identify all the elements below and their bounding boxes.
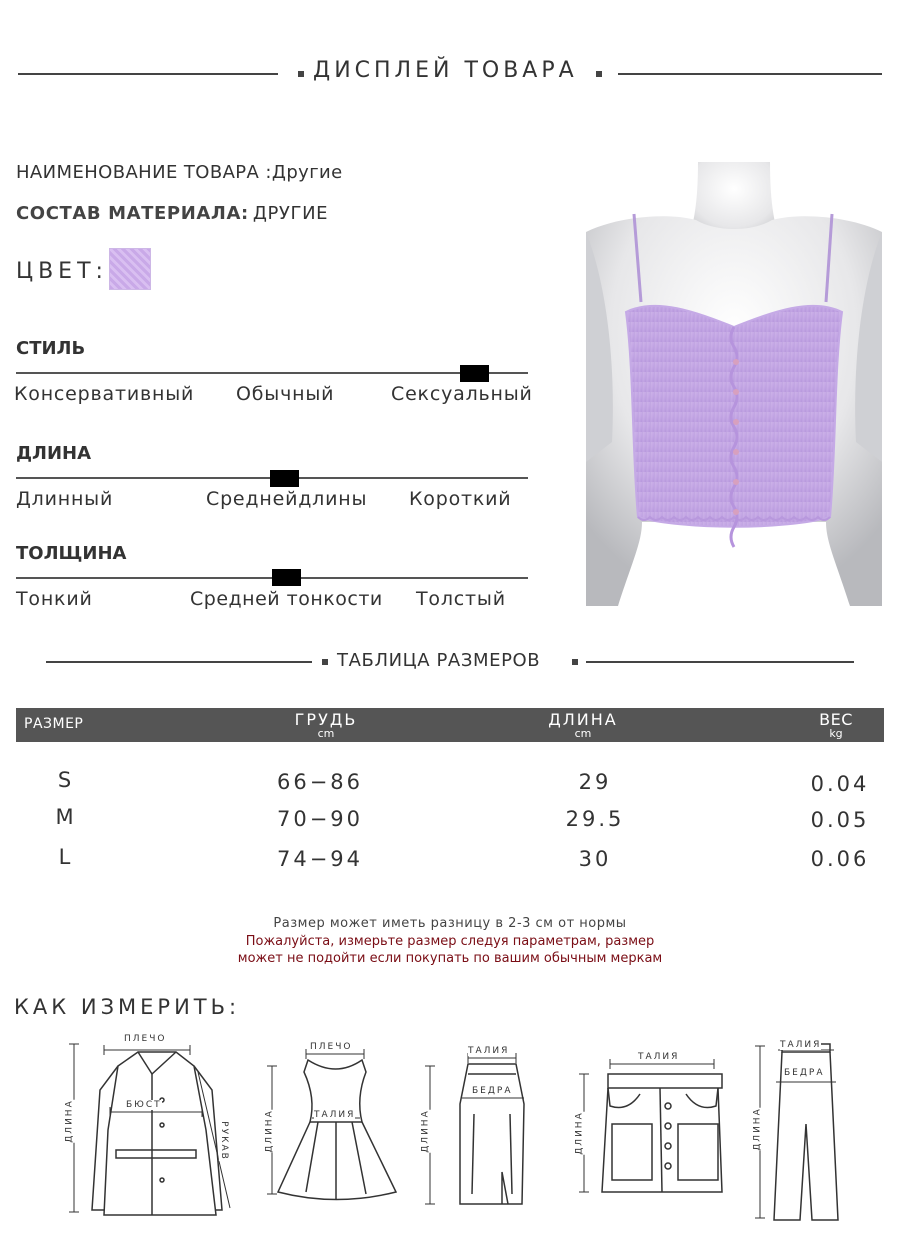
shorts-illustration xyxy=(568,1046,738,1202)
jacket-measure-diagram xyxy=(56,1030,240,1230)
jacket-sleeve-label: РУКАВ xyxy=(218,1121,229,1161)
skirt-hips-label: БЕДРА xyxy=(472,1086,513,1096)
length-scale-marker xyxy=(270,470,299,487)
thickness-scale-title: ТОЛЩИНА xyxy=(16,543,127,564)
divider-left xyxy=(18,73,278,75)
product-name-label: НАИМЕНОВАНИЕ ТОВАРА : xyxy=(16,162,272,183)
style-option-sexy: Сексуальный xyxy=(391,383,533,405)
bullet-square xyxy=(322,659,328,665)
table-cell-bust: 74−94 xyxy=(276,847,364,871)
bullet-square xyxy=(596,71,602,77)
material-label: СОСТАВ МАТЕРИАЛА: xyxy=(16,203,249,224)
pants-length-label: ДЛИНА xyxy=(752,1107,763,1151)
length-scale-title: ДЛИНА xyxy=(16,443,92,464)
table-cell-weight: 0.04 xyxy=(810,772,870,796)
thickness-option-medium: Средней тонкости xyxy=(190,588,383,610)
length-option-long: Длинный xyxy=(16,488,114,510)
divider-right xyxy=(618,73,882,75)
style-scale-marker xyxy=(460,365,489,382)
length-option-medium: Среднейдлины xyxy=(206,488,368,510)
skirt-waist-label: ТАЛИЯ xyxy=(468,1046,510,1056)
dress-waist-label: ТАЛИЯ xyxy=(314,1110,356,1120)
bullet-square xyxy=(572,659,578,665)
header-length: ДЛИНА cm xyxy=(548,710,618,740)
skirt-illustration xyxy=(412,1044,542,1220)
skirt-measure-diagram xyxy=(412,1044,542,1220)
shorts-waist-label: ТАЛИЯ xyxy=(638,1052,680,1062)
dress-measure-diagram xyxy=(258,1042,400,1212)
bullet-square xyxy=(298,71,304,77)
how-to-measure-title: КАК ИЗМЕРИТЬ: xyxy=(14,995,241,1019)
shorts-measure-diagram xyxy=(568,1046,738,1202)
color-swatch[interactable] xyxy=(109,248,151,290)
table-cell-length: 29.5 xyxy=(565,807,625,831)
pants-illustration xyxy=(746,1034,866,1224)
thickness-option-thin: Тонкий xyxy=(16,588,93,610)
size-variance-note: Размер может иметь разницу в 2-3 см от нормы xyxy=(273,916,627,931)
table-cell-weight: 0.05 xyxy=(810,808,870,832)
table-cell-bust: 66−86 xyxy=(276,770,364,794)
material-value: ДРУГИЕ xyxy=(252,203,329,224)
table-cell-size: S xyxy=(57,768,75,792)
pants-hips-label: БЕДРА xyxy=(784,1068,825,1078)
material-row xyxy=(16,203,328,224)
mannequin-with-top-image xyxy=(586,162,882,606)
style-option-casual: Обычный xyxy=(236,383,335,405)
style-scale-title: СТИЛЬ xyxy=(16,338,86,359)
style-option-conservative: Консервативный xyxy=(14,383,195,405)
header-weight: ВЕС kg xyxy=(819,710,853,740)
shorts-length-label: ДЛИНА xyxy=(574,1111,585,1155)
table-cell-length: 29 xyxy=(578,770,612,794)
length-option-short: Короткий xyxy=(409,488,512,510)
table-cell-size: L xyxy=(58,845,74,869)
size-table-header xyxy=(16,708,884,742)
table-cell-weight: 0.06 xyxy=(810,847,870,871)
measure-warning-line1: Пожалуйста, измерьте размер следуя параметрам, размер xyxy=(245,934,655,949)
jacket-illustration xyxy=(56,1030,240,1230)
header-size: РАЗМЕР xyxy=(24,716,84,732)
table-cell-size: M xyxy=(55,805,77,829)
dress-shoulder-label: ПЛЕЧО xyxy=(310,1042,353,1052)
jacket-shoulder-label: ПЛЕЧО xyxy=(124,1034,167,1044)
jacket-bust-label: БЮСТ xyxy=(126,1100,162,1110)
table-cell-bust: 70−90 xyxy=(276,807,364,831)
dress-illustration xyxy=(258,1042,400,1212)
product-name-value: Другие xyxy=(271,162,343,183)
divider-left xyxy=(46,661,312,663)
table-cell-length: 30 xyxy=(578,847,612,871)
skirt-length-label: ДЛИНА xyxy=(420,1109,431,1153)
divider-right xyxy=(586,661,854,663)
style-scale-track xyxy=(16,372,528,374)
measure-warning-line2: может не подойти если покупать по вашим обычным меркам xyxy=(237,951,663,966)
jacket-length-label: ДЛИНА xyxy=(64,1099,75,1143)
thickness-option-thick: Толстый xyxy=(416,588,506,610)
pants-measure-diagram xyxy=(746,1034,866,1224)
pants-waist-label: ТАЛИЯ xyxy=(780,1040,822,1050)
header-bust: ГРУДЬ cm xyxy=(294,710,358,740)
size-section-title: ТАБЛИЦА РАЗМЕРОВ xyxy=(337,650,541,671)
product-name-row xyxy=(16,162,343,183)
dress-length-label: ДЛИНА xyxy=(264,1109,275,1153)
product-photo xyxy=(586,162,882,606)
thickness-scale-marker xyxy=(272,569,301,586)
color-label: ЦВЕТ: xyxy=(16,259,108,284)
display-section-title: ДИСПЛЕЙ ТОВАРА xyxy=(313,58,578,83)
